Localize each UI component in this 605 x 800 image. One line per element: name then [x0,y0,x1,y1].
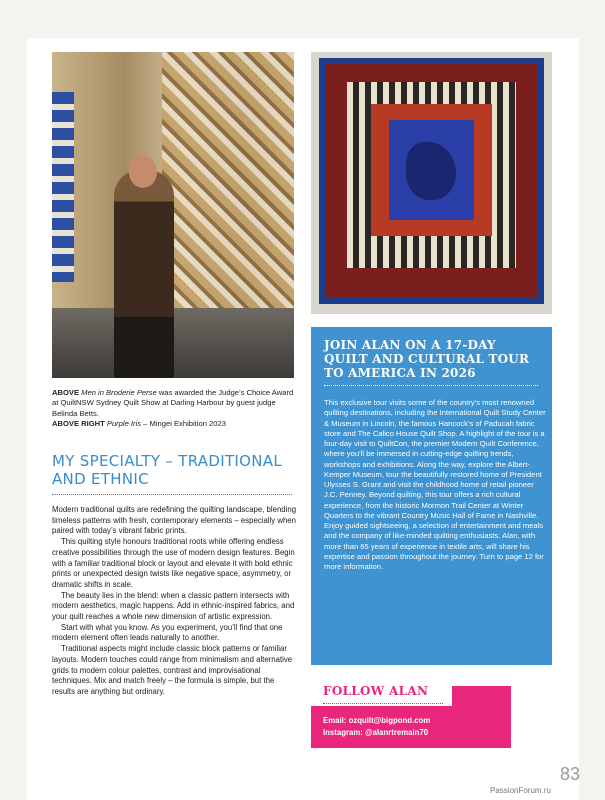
caption-above-title: Men in Broderie Perse [81,388,157,397]
tour-title-rule [324,385,538,386]
tour-info-box [311,327,552,665]
photo-caption [52,388,297,429]
photo-blue-quilt [52,92,74,282]
follow-email: Email: ozquilt@bigpond.com [323,716,431,725]
photo-quilt-panel [162,52,294,322]
caption-above-text: was awarded the Judge’s Choice Award at QuiltNSW Sydney Quilt Show at Darling Harbour by guest judge Belinda Betts. [52,388,294,418]
body-paragraph: Modern traditional quilts are redefining the quilting landscape, blending timeless patterns with fresh, contemporary elements – especially when paired with today’s vibrant fabric prints. [52,505,297,536]
follow-instagram: Instagram: @alanrtremain70 [323,728,429,737]
purple-iris-quilt-photo [311,52,552,314]
section-heading: MY SPECIALTY – TRADITIONAL AND ETHNIC [52,452,282,488]
quilt-show-photo [52,52,294,378]
section-heading-rule [52,494,292,495]
tour-body: This exclusive tour visits some of the country’s most renowned quilting destinations, including the International Quilt Study Center & Museum in Lincoln, the famous Hancock’s of Paducah fabric store and The Calico House Quilt Shop. A highlight of the tour is a four-day visit to QuiltCon, the premier Modern Quilt Conference, where you’ll be immersed in cutting-edge quilting trends, workshops and exhibitions. Along the way, explore the Albert-Kemper Museum, tour the beautifully restored home of President Ulysses S. Grant and visit the childhood home of retail pioneer J.C. Penney. Beyond quilting, this tour offers a rich cultural experience, from the historic Mormon Trail Center at Winter Quarters to the vibrant Country Music Hall of Fame in Nashville. Enjoy guided sightseeing, a selection of entertainment and meals and the company of like-minded quilting enthusiasts. Alan, with more than 65 years of experience in textile arts, will share his expertise and passion throughout the journey. Turn to page 12 for more information. [324,398,546,571]
page-number: 83 [560,764,581,784]
follow-title-rule [323,703,443,704]
caption-above-right-title: Purple Iris [106,418,142,428]
caption-above-right-label: ABOVE RIGHT [52,418,105,428]
photo-person-head [129,156,157,188]
tour-title: JOIN ALAN ON A 17-DAY QUILT AND CULTURAL TOUR TO AMERICA IN 2026 [324,338,530,380]
photo-person [114,170,174,378]
article-body [52,505,297,698]
caption-above-label: ABOVE [52,388,80,397]
caption-above-right-text: – Mingei Exhibition 2023 [141,418,226,428]
follow-title: FOLLOW ALAN [323,684,429,698]
body-paragraph: The beauty lies in the blend: when a classic pattern intersects with modern aesthetics, magic happens. Add in ethnic-inspired fabrics, and your quilt reaches a whole new dimension of artistic expression. [52,590,295,622]
body-paragraph: Start with what you know. As you experiment, you’ll find that one modern element often leads naturally to another. [52,622,283,643]
body-paragraph: Traditional aspects might include classic block patterns or familiar layouts. Modern touches could range from minimalism and alternative grids to modern colour palettes, contrast and improvisational techniques. Mix and match freely – the formula is simple, but the results are anything but ordinary. [52,644,293,696]
body-paragraph: This quilting style honours traditional roots while offering endless creative possibilities through the use of modern design features. Begin with a familiar traditional block or layout and elevate it with bold ethnic prints or unexpected design twists like negative space, asymmetry, or dramatic shifts in scale. [52,537,295,589]
watermark: PassionForum.ru [490,786,551,795]
